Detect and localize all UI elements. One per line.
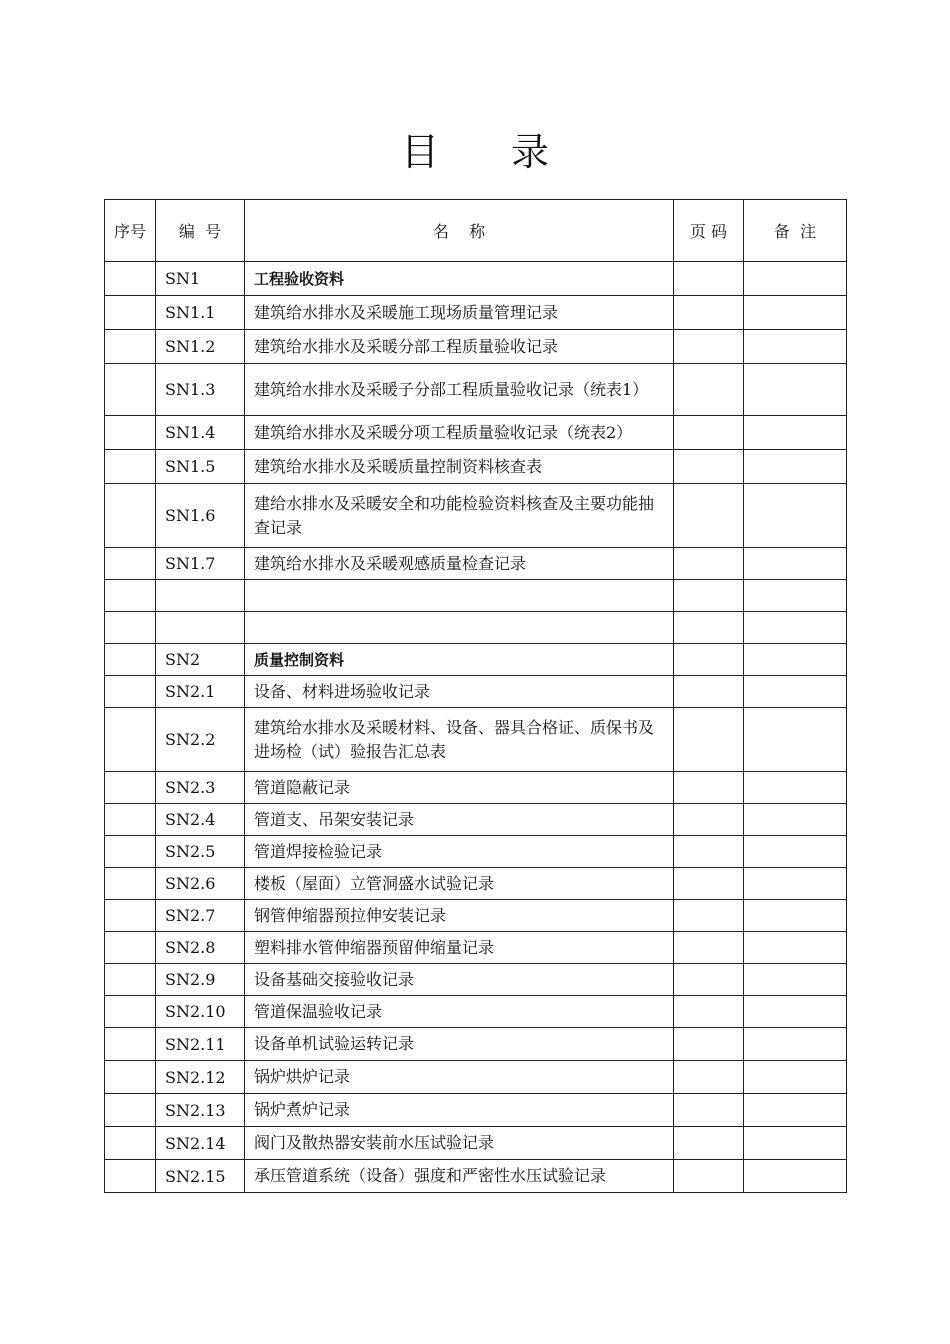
row-page-cell <box>674 1127 744 1160</box>
row-page-cell <box>674 804 744 836</box>
table-row <box>105 1061 847 1094</box>
row-page-cell <box>674 416 744 450</box>
toc-table <box>104 199 847 1193</box>
row-seq-cell <box>105 1028 156 1061</box>
table-row <box>105 836 847 868</box>
row-name-cell: 锅炉煮炉记录 <box>245 1094 674 1127</box>
table-row <box>105 804 847 836</box>
row-seq-cell <box>105 296 156 330</box>
row-name-cell: 塑料排水管伸缩器预留伸缩量记录 <box>245 932 674 964</box>
row-name-cell: 设备单机试验运转记录 <box>245 1028 674 1061</box>
header-name: 名 称 <box>245 200 674 262</box>
row-page-cell <box>674 996 744 1028</box>
title-part-2: 录 <box>511 130 550 174</box>
row-name-cell: 阀门及散热器安装前水压试验记录 <box>245 1127 674 1160</box>
row-name-cell: 楼板（屋面）立管洞盛水试验记录 <box>245 868 674 900</box>
row-code-cell <box>156 580 245 612</box>
row-page-cell <box>674 1061 744 1094</box>
row-seq-cell <box>105 364 156 416</box>
row-seq-cell <box>105 932 156 964</box>
row-code-cell: SN1.7 <box>156 548 245 580</box>
row-code-cell: SN2.14 <box>156 1127 245 1160</box>
row-code-cell: SN1.2 <box>156 330 245 364</box>
header-row <box>105 200 847 262</box>
header-page: 页 码 <box>674 200 744 262</box>
row-code-cell: SN2.10 <box>156 996 245 1028</box>
row-code-cell: SN2.4 <box>156 804 245 836</box>
row-seq-cell <box>105 708 156 772</box>
row-remark-cell <box>744 996 847 1028</box>
row-code-cell: SN2.5 <box>156 836 245 868</box>
row-page-cell <box>674 964 744 996</box>
toc-body <box>105 262 847 1193</box>
table-row <box>105 580 847 612</box>
row-remark-cell <box>744 484 847 548</box>
row-name-cell: 建给水排水及采暖安全和功能检验资料核查及主要功能抽查记录 <box>245 484 674 548</box>
table-row <box>105 900 847 932</box>
row-remark-cell <box>744 416 847 450</box>
table-row <box>105 330 847 364</box>
row-page-cell <box>674 330 744 364</box>
row-name-cell: 管道保温验收记录 <box>245 996 674 1028</box>
row-page-cell <box>674 296 744 330</box>
row-remark-cell <box>744 900 847 932</box>
row-code-cell: SN1.4 <box>156 416 245 450</box>
table-row <box>105 612 847 644</box>
row-seq-cell <box>105 868 156 900</box>
row-seq-cell <box>105 484 156 548</box>
row-remark-cell <box>744 804 847 836</box>
table-row <box>105 1160 847 1193</box>
row-remark-cell <box>744 1094 847 1127</box>
row-page-cell <box>674 364 744 416</box>
row-code-cell: SN1.1 <box>156 296 245 330</box>
row-page-cell <box>674 1028 744 1061</box>
row-code-cell: SN2.7 <box>156 900 245 932</box>
row-page-cell <box>674 484 744 548</box>
row-remark-cell <box>744 676 847 708</box>
row-code-cell: SN2.9 <box>156 964 245 996</box>
row-code-cell: SN1.3 <box>156 364 245 416</box>
row-name-cell <box>245 580 674 612</box>
row-code-cell: SN2.13 <box>156 1094 245 1127</box>
row-name-cell: 建筑给水排水及采暖材料、设备、器具合格证、质保书及进场检（试）验报告汇总表 <box>245 708 674 772</box>
row-seq-cell <box>105 1127 156 1160</box>
row-code-cell: SN2.8 <box>156 932 245 964</box>
row-remark-cell <box>744 772 847 804</box>
row-code-cell: SN2.6 <box>156 868 245 900</box>
row-seq-cell <box>105 1094 156 1127</box>
row-name-cell: 质量控制资料 <box>245 644 674 676</box>
header-code: 编 号 <box>156 200 245 262</box>
row-remark-cell <box>744 964 847 996</box>
row-seq-cell <box>105 1061 156 1094</box>
row-seq-cell <box>105 900 156 932</box>
row-page-cell <box>674 644 744 676</box>
row-remark-cell <box>744 1061 847 1094</box>
row-page-cell <box>674 548 744 580</box>
row-code-cell: SN1.6 <box>156 484 245 548</box>
row-remark-cell <box>744 836 847 868</box>
row-page-cell <box>674 612 744 644</box>
row-remark-cell <box>744 868 847 900</box>
row-remark-cell <box>744 1160 847 1193</box>
row-remark-cell <box>744 364 847 416</box>
row-name-cell: 建筑给水排水及采暖分部工程质量验收记录 <box>245 330 674 364</box>
row-remark-cell <box>744 644 847 676</box>
row-code-cell <box>156 612 245 644</box>
row-name-cell <box>245 612 674 644</box>
row-code-cell: SN2.1 <box>156 676 245 708</box>
row-page-cell <box>674 836 744 868</box>
row-name-cell: 承压管道系统（设备）强度和严密性水压试验记录 <box>245 1160 674 1193</box>
row-page-cell <box>674 932 744 964</box>
row-remark-cell <box>744 1028 847 1061</box>
row-seq-cell <box>105 330 156 364</box>
table-row <box>105 964 847 996</box>
table-row <box>105 644 847 676</box>
row-remark-cell <box>744 1127 847 1160</box>
row-remark-cell <box>744 330 847 364</box>
row-page-cell <box>674 772 744 804</box>
row-name-cell: 建筑给水排水及采暖质量控制资料核查表 <box>245 450 674 484</box>
table-row <box>105 450 847 484</box>
row-code-cell: SN2 <box>156 644 245 676</box>
title-part-1: 目 <box>400 130 439 174</box>
table-row <box>105 1127 847 1160</box>
table-row <box>105 416 847 450</box>
table-row <box>105 296 847 330</box>
row-code-cell: SN2.15 <box>156 1160 245 1193</box>
row-page-cell <box>674 580 744 612</box>
row-seq-cell <box>105 964 156 996</box>
row-page-cell <box>674 1094 744 1127</box>
row-page-cell <box>674 708 744 772</box>
row-seq-cell <box>105 548 156 580</box>
row-seq-cell <box>105 676 156 708</box>
table-row <box>105 1094 847 1127</box>
row-seq-cell <box>105 612 156 644</box>
table-row <box>105 262 847 296</box>
row-page-cell <box>674 868 744 900</box>
row-remark-cell <box>744 580 847 612</box>
table-row <box>105 484 847 548</box>
row-name-cell: 建筑给水排水及采暖施工现场质量管理记录 <box>245 296 674 330</box>
row-seq-cell <box>105 416 156 450</box>
row-name-cell: 建筑给水排水及采暖观感质量检查记录 <box>245 548 674 580</box>
table-row <box>105 676 847 708</box>
table-row <box>105 364 847 416</box>
row-seq-cell <box>105 772 156 804</box>
row-name-cell: 钢管伸缩器预拉伸安装记录 <box>245 900 674 932</box>
row-seq-cell <box>105 804 156 836</box>
table-row <box>105 708 847 772</box>
row-code-cell: SN1 <box>156 262 245 296</box>
row-code-cell: SN2.2 <box>156 708 245 772</box>
row-page-cell <box>674 1160 744 1193</box>
row-name-cell: 建筑给水排水及采暖子分部工程质量验收记录（统表1） <box>245 364 674 416</box>
row-name-cell: 建筑给水排水及采暖分项工程质量验收记录（统表2） <box>245 416 674 450</box>
row-seq-cell <box>105 836 156 868</box>
row-code-cell: SN1.5 <box>156 450 245 484</box>
header-seq: 序号 <box>105 200 156 262</box>
row-remark-cell <box>744 932 847 964</box>
row-seq-cell <box>105 996 156 1028</box>
row-seq-cell <box>105 450 156 484</box>
row-name-cell: 锅炉烘炉记录 <box>245 1061 674 1094</box>
row-name-cell: 管道支、吊架安装记录 <box>245 804 674 836</box>
row-name-cell: 管道隐蔽记录 <box>245 772 674 804</box>
row-name-cell: 工程验收资料 <box>245 262 674 296</box>
row-page-cell <box>674 900 744 932</box>
table-row <box>105 772 847 804</box>
row-remark-cell <box>744 296 847 330</box>
row-code-cell: SN2.3 <box>156 772 245 804</box>
row-page-cell <box>674 450 744 484</box>
row-page-cell <box>674 262 744 296</box>
row-seq-cell <box>105 644 156 676</box>
table-row <box>105 932 847 964</box>
row-remark-cell <box>744 450 847 484</box>
row-code-cell: SN2.12 <box>156 1061 245 1094</box>
row-seq-cell <box>105 580 156 612</box>
row-code-cell: SN2.11 <box>156 1028 245 1061</box>
table-row <box>105 1028 847 1061</box>
row-remark-cell <box>744 612 847 644</box>
table-row <box>105 868 847 900</box>
page-title <box>0 128 950 176</box>
row-name-cell: 管道焊接检验记录 <box>245 836 674 868</box>
table-row <box>105 548 847 580</box>
header-remark: 备 注 <box>744 200 847 262</box>
row-remark-cell <box>744 548 847 580</box>
row-remark-cell <box>744 262 847 296</box>
table-row <box>105 996 847 1028</box>
row-seq-cell <box>105 1160 156 1193</box>
row-name-cell: 设备基础交接验收记录 <box>245 964 674 996</box>
row-name-cell: 设备、材料进场验收记录 <box>245 676 674 708</box>
row-page-cell <box>674 676 744 708</box>
row-seq-cell <box>105 262 156 296</box>
row-remark-cell <box>744 708 847 772</box>
